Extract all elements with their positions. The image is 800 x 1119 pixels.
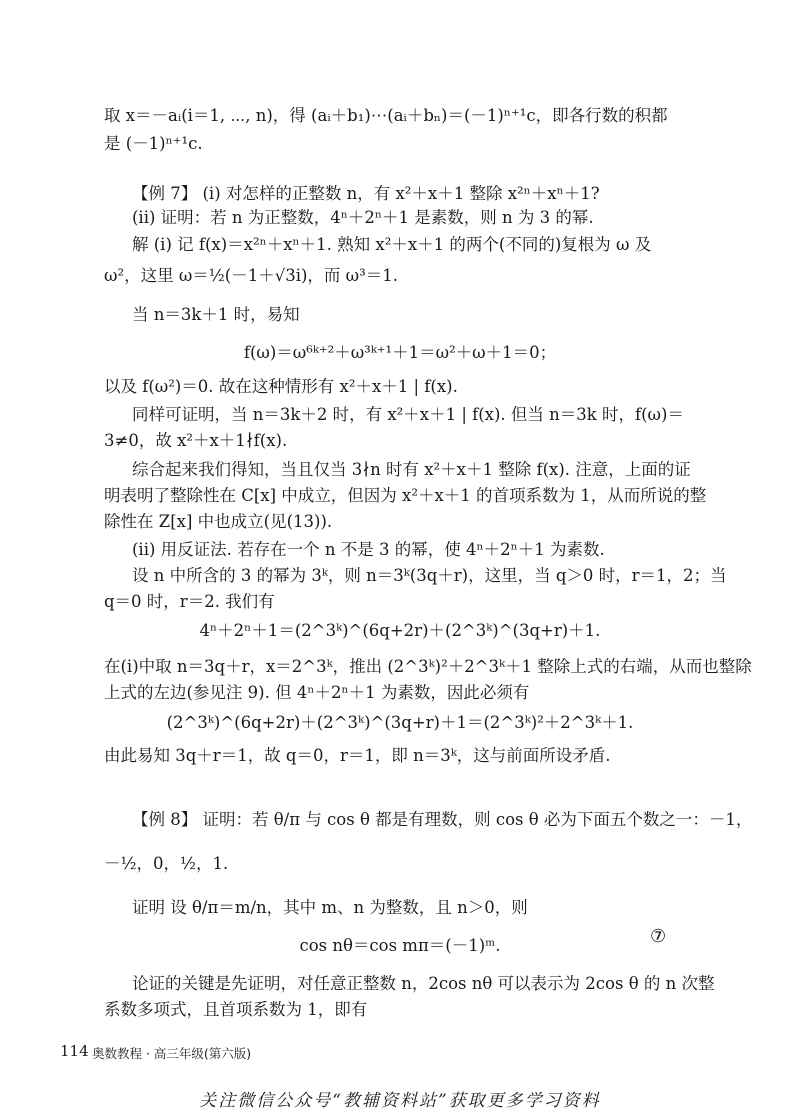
text-line: 在(i)中取 n＝3q＋r，x＝2^3ᵏ，推出 (2^3ᵏ)²＋2^3ᵏ＋1 整除上式的右端，从而也整除 [104, 657, 752, 676]
text-line: 解 (i) 记 f(x)＝x²ⁿ＋xⁿ＋1. 熟知 x²＋x＋1 的两个(不同的)复根为 ω 及 [132, 235, 652, 254]
text-line: 【例 7】 (i) 对怎样的正整数 n，有 x²＋x＋1 整除 x²ⁿ＋xⁿ＋1? [132, 184, 600, 203]
text-line: 除性在 Z[x] 中也成立(见(13)). [104, 512, 333, 531]
equation-tag: ⑦ [650, 926, 667, 947]
text-line: 由此易知 3q＋r＝1，故 q＝0，r＝1，即 n＝3ᵏ，这与前面所设矛盾. [104, 746, 611, 765]
text-line: 4ⁿ＋2ⁿ＋1＝(2^3ᵏ)^(6q+2r)＋(2^3ᵏ)^(3q+r)＋1. [199, 621, 601, 640]
text-line: q＝0 时，r＝2. 我们有 [104, 592, 275, 611]
text-line: 明表明了整除性在 C[x] 中成立，但因为 x²＋x＋1 的首项系数为 1，从而所说的整 [104, 486, 707, 505]
text-line: 同样可证明，当 n＝3k＋2 时，有 x²＋x＋1 | f(x). 但当 n＝3k 时，f(ω)＝ [132, 405, 684, 424]
text-line: 上式的左边(参见注 9). 但 4ⁿ＋2ⁿ＋1 为素数，因此必须有 [104, 683, 530, 702]
text-line: 系数多项式，且首项系数为 1，即有 [104, 1000, 368, 1019]
text-line: 当 n＝3k＋1 时，易知 [132, 305, 300, 324]
text-line: (ii) 证明：若 n 为正整数，4ⁿ＋2ⁿ＋1 是素数，则 n 为 3 的幂. [132, 208, 594, 227]
text-line: (2^3ᵏ)^(6q+2r)＋(2^3ᵏ)^(3q+r)＋1＝(2^3ᵏ)²＋2^3ᵏ＋1. [166, 713, 634, 732]
text-line: 【例 8】 证明：若 θ/π 与 cos θ 都是有理数，则 cos θ 必为下面五个数之一：－1， [132, 810, 753, 829]
page-number: 114 [60, 1042, 89, 1060]
text-line: 以及 f(ω²)＝0. 故在这种情形有 x²＋x＋1 | f(x). [104, 377, 458, 396]
text-line: f(ω)＝ω⁶ᵏ⁺²＋ω³ᵏ⁺¹＋1＝ω²＋ω＋1＝0； [243, 343, 557, 362]
text-line: 设 n 中所含的 3 的幂为 3ᵏ，则 n＝3ᵏ(3q＋r)，这里，当 q＞0 时，r＝1，2；当 [132, 566, 727, 585]
text-line: 3≠0，故 x²＋x＋1∤f(x). [104, 431, 288, 450]
text-line: 取 x＝－aᵢ(i＝1, ⋯, n)，得 (aᵢ＋b₁)⋯(aᵢ＋bₙ)＝(－1)ⁿ⁺¹c，即各行数的积都 [104, 106, 668, 125]
text-line: 是 (－1)ⁿ⁺¹c. [104, 134, 203, 153]
text-line: (ii) 用反证法. 若存在一个 n 不是 3 的幂，使 4ⁿ＋2ⁿ＋1 为素数. [132, 540, 605, 559]
text-line: 证明 设 θ/π＝m/n，其中 m、n 为整数，且 n＞0，则 [132, 898, 528, 917]
book-title: 奥数教程 · 高三年级(第六版) [92, 1046, 252, 1061]
text-line: 综合起来我们得知，当且仅当 3∤n 时有 x²＋x＋1 整除 f(x). 注意，上面的证 [132, 460, 691, 479]
text-line: cos nθ＝cos mπ＝(－1)ᵐ. [299, 936, 501, 955]
text-line: －½，0，½，1. [104, 854, 229, 873]
text-line: 论证的关键是先证明，对任意正整数 n，2cos nθ 可以表示为 2cos θ 的 n 次整 [132, 974, 715, 993]
text-line: ω²，这里 ω＝½(－1＋√3i)，而 ω³＝1. [104, 266, 398, 285]
promo-banner: 关注微信公众号“教辅资料站”获取更多学习资料 [199, 1091, 601, 1111]
